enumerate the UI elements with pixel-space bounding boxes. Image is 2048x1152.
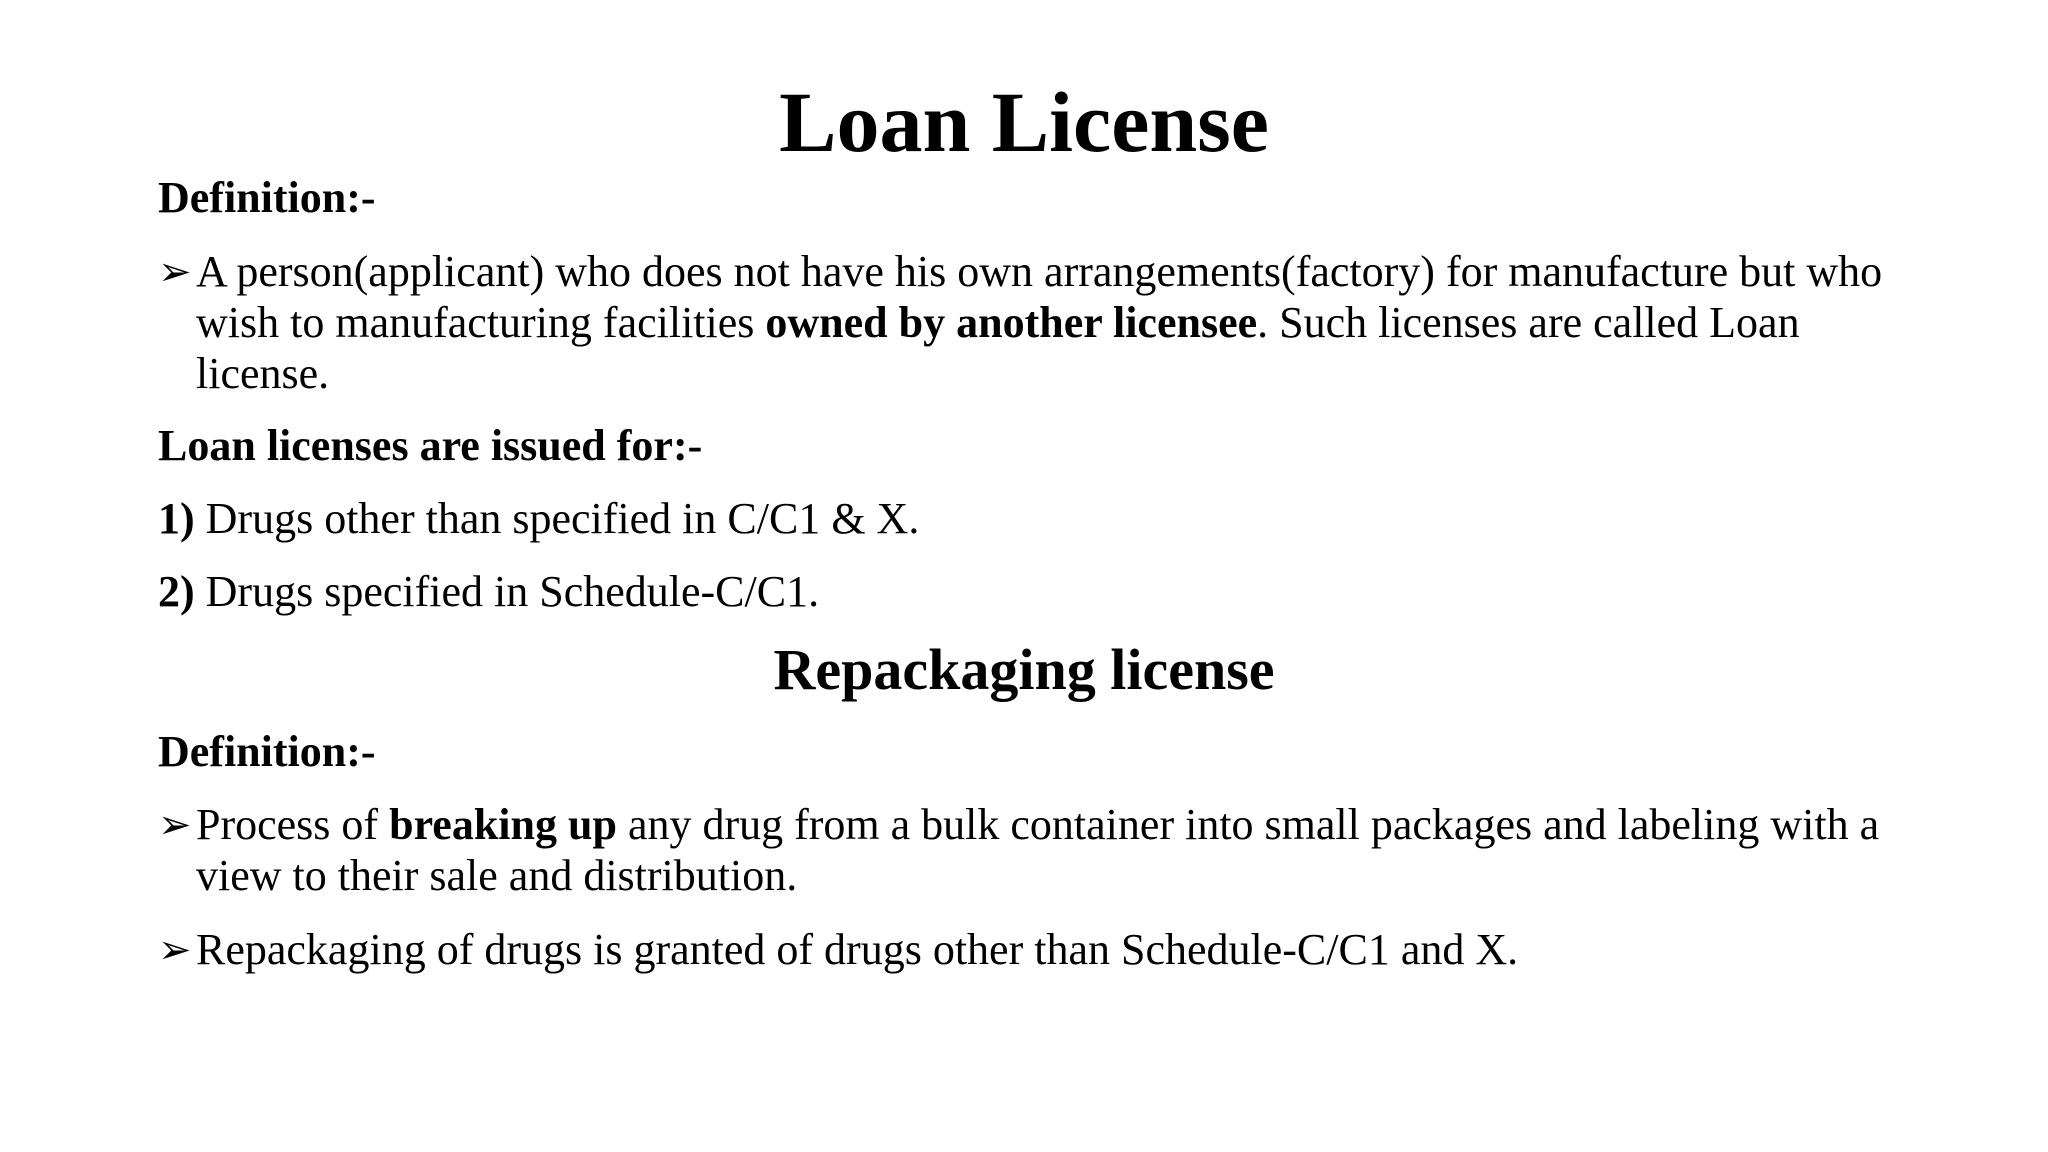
arrow-bullet-icon: ➢ <box>158 927 192 972</box>
loan-definition-emphasis: owned by another licensee <box>765 298 1258 347</box>
loan-issued-heading: Loan licenses are issued for:- <box>158 421 703 470</box>
item-text: Drugs specified in Schedule-C/C1. <box>194 567 820 616</box>
arrow-bullet-icon: ➢ <box>158 249 192 294</box>
item-text: Drugs other than specified in C/C1 & X. <box>194 494 920 543</box>
repackaging-definition-text: Process of breaking up any drug from a bulk container into small packages and labeling with a view to their sale and distribution. <box>196 800 1880 900</box>
repackaging-emphasis: breaking up <box>389 800 617 849</box>
repackaging-definition-heading: Definition:- <box>158 727 376 776</box>
item-number: 2) <box>158 567 195 616</box>
loan-item-2 <box>158 566 819 618</box>
loan-definition-heading: Definition:- <box>158 173 376 222</box>
repackaging-bullet-1 <box>158 799 1918 901</box>
loan-definition-bullet <box>158 246 1918 399</box>
repackaging-title: Repackaging license <box>773 637 1275 702</box>
repackaging-bullet-2 <box>158 924 1918 975</box>
loan-definition-text: A person(applicant) who does not have his own arrangements(factory) for manufacture but who wish to manufacturing facilities owned by another licensee. Such licenses are called Loan license. <box>196 247 1883 398</box>
loan-item-1 <box>158 493 919 545</box>
repackaging-scope-text: Repackaging of drugs is granted of drugs other than Schedule-C/C1 and X. <box>196 925 1519 974</box>
arrow-bullet-icon: ➢ <box>158 802 192 847</box>
item-number: 1) <box>158 494 195 543</box>
slide-title: Loan License <box>779 74 1269 170</box>
